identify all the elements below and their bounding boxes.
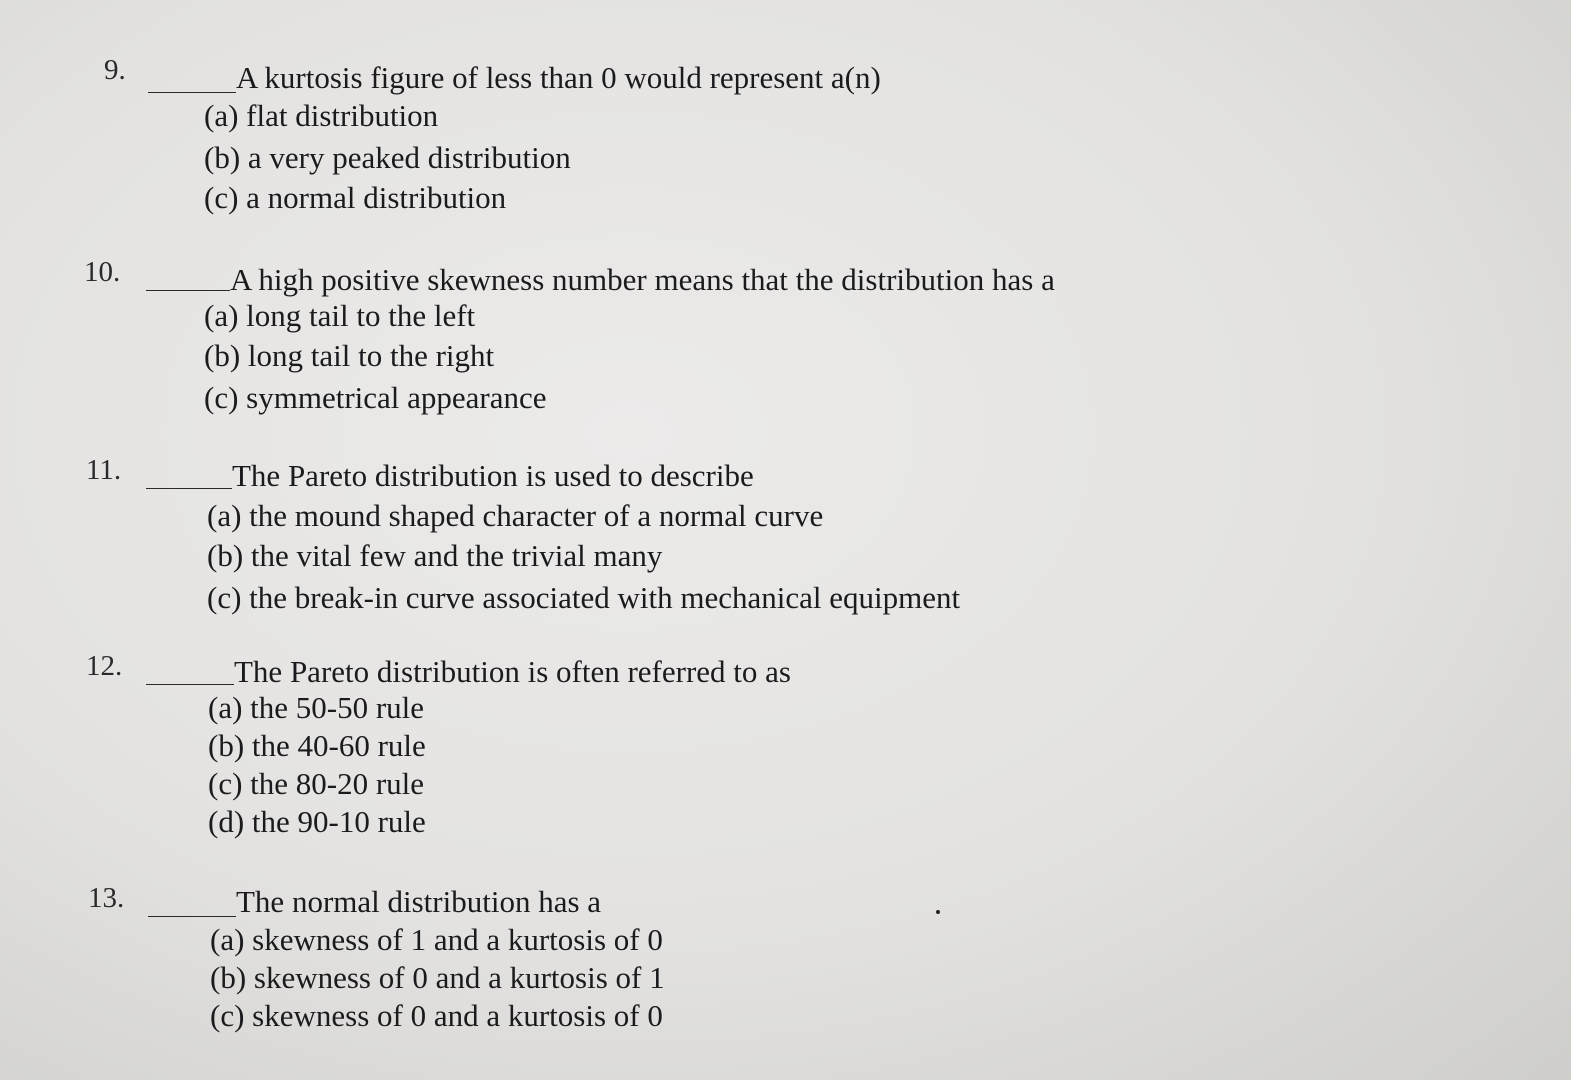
answer-blank[interactable]	[146, 290, 230, 291]
answer-blank[interactable]	[148, 92, 236, 93]
answer-blank[interactable]	[146, 684, 234, 685]
question-number: 10.	[84, 256, 121, 288]
option-a: (a) long tail to the left	[204, 298, 476, 333]
option-a: (a) flat distribution	[204, 98, 439, 133]
option-d: (d) the 90-10 rule	[208, 804, 426, 839]
option-a: (a) the mound shaped character of a normal curve	[207, 498, 824, 533]
option-c: (c) symmetrical appearance	[204, 380, 547, 415]
option-a: (a) the 50-50 rule	[208, 690, 425, 725]
question-stem: A kurtosis figure of less than 0 would represent a(n)	[236, 60, 881, 95]
option-c: (c) a normal distribution	[204, 180, 507, 215]
option-b: (b) the 40-60 rule	[208, 728, 426, 763]
question-number: 11.	[86, 454, 122, 486]
question-number: 9.	[104, 54, 126, 86]
option-b: (b) skewness of 0 and a kurtosis of 1	[210, 960, 665, 995]
option-b: (b) long tail to the right	[204, 338, 495, 373]
question-number: 13.	[88, 882, 125, 914]
question-stem: A high positive skewness number means that the distribution has a	[230, 262, 1055, 297]
stray-mark	[936, 910, 940, 914]
option-a: (a) skewness of 1 and a kurtosis of 0	[210, 922, 663, 957]
answer-blank[interactable]	[146, 488, 232, 489]
option-c: (c) the break-in curve associated with mechanical equipment	[207, 580, 961, 615]
option-b: (b) a very peaked distribution	[204, 140, 571, 175]
question-stem: The Pareto distribution is often referred to as	[234, 654, 791, 689]
question-stem: The normal distribution has a	[236, 884, 602, 919]
option-b: (b) the vital few and the trivial many	[207, 538, 663, 573]
answer-blank[interactable]	[148, 916, 236, 917]
question-stem: The Pareto distribution is used to describe	[232, 458, 754, 493]
question-number: 12.	[86, 650, 123, 682]
option-c: (c) skewness of 0 and a kurtosis of 0	[210, 998, 663, 1033]
option-c: (c) the 80-20 rule	[208, 766, 425, 801]
